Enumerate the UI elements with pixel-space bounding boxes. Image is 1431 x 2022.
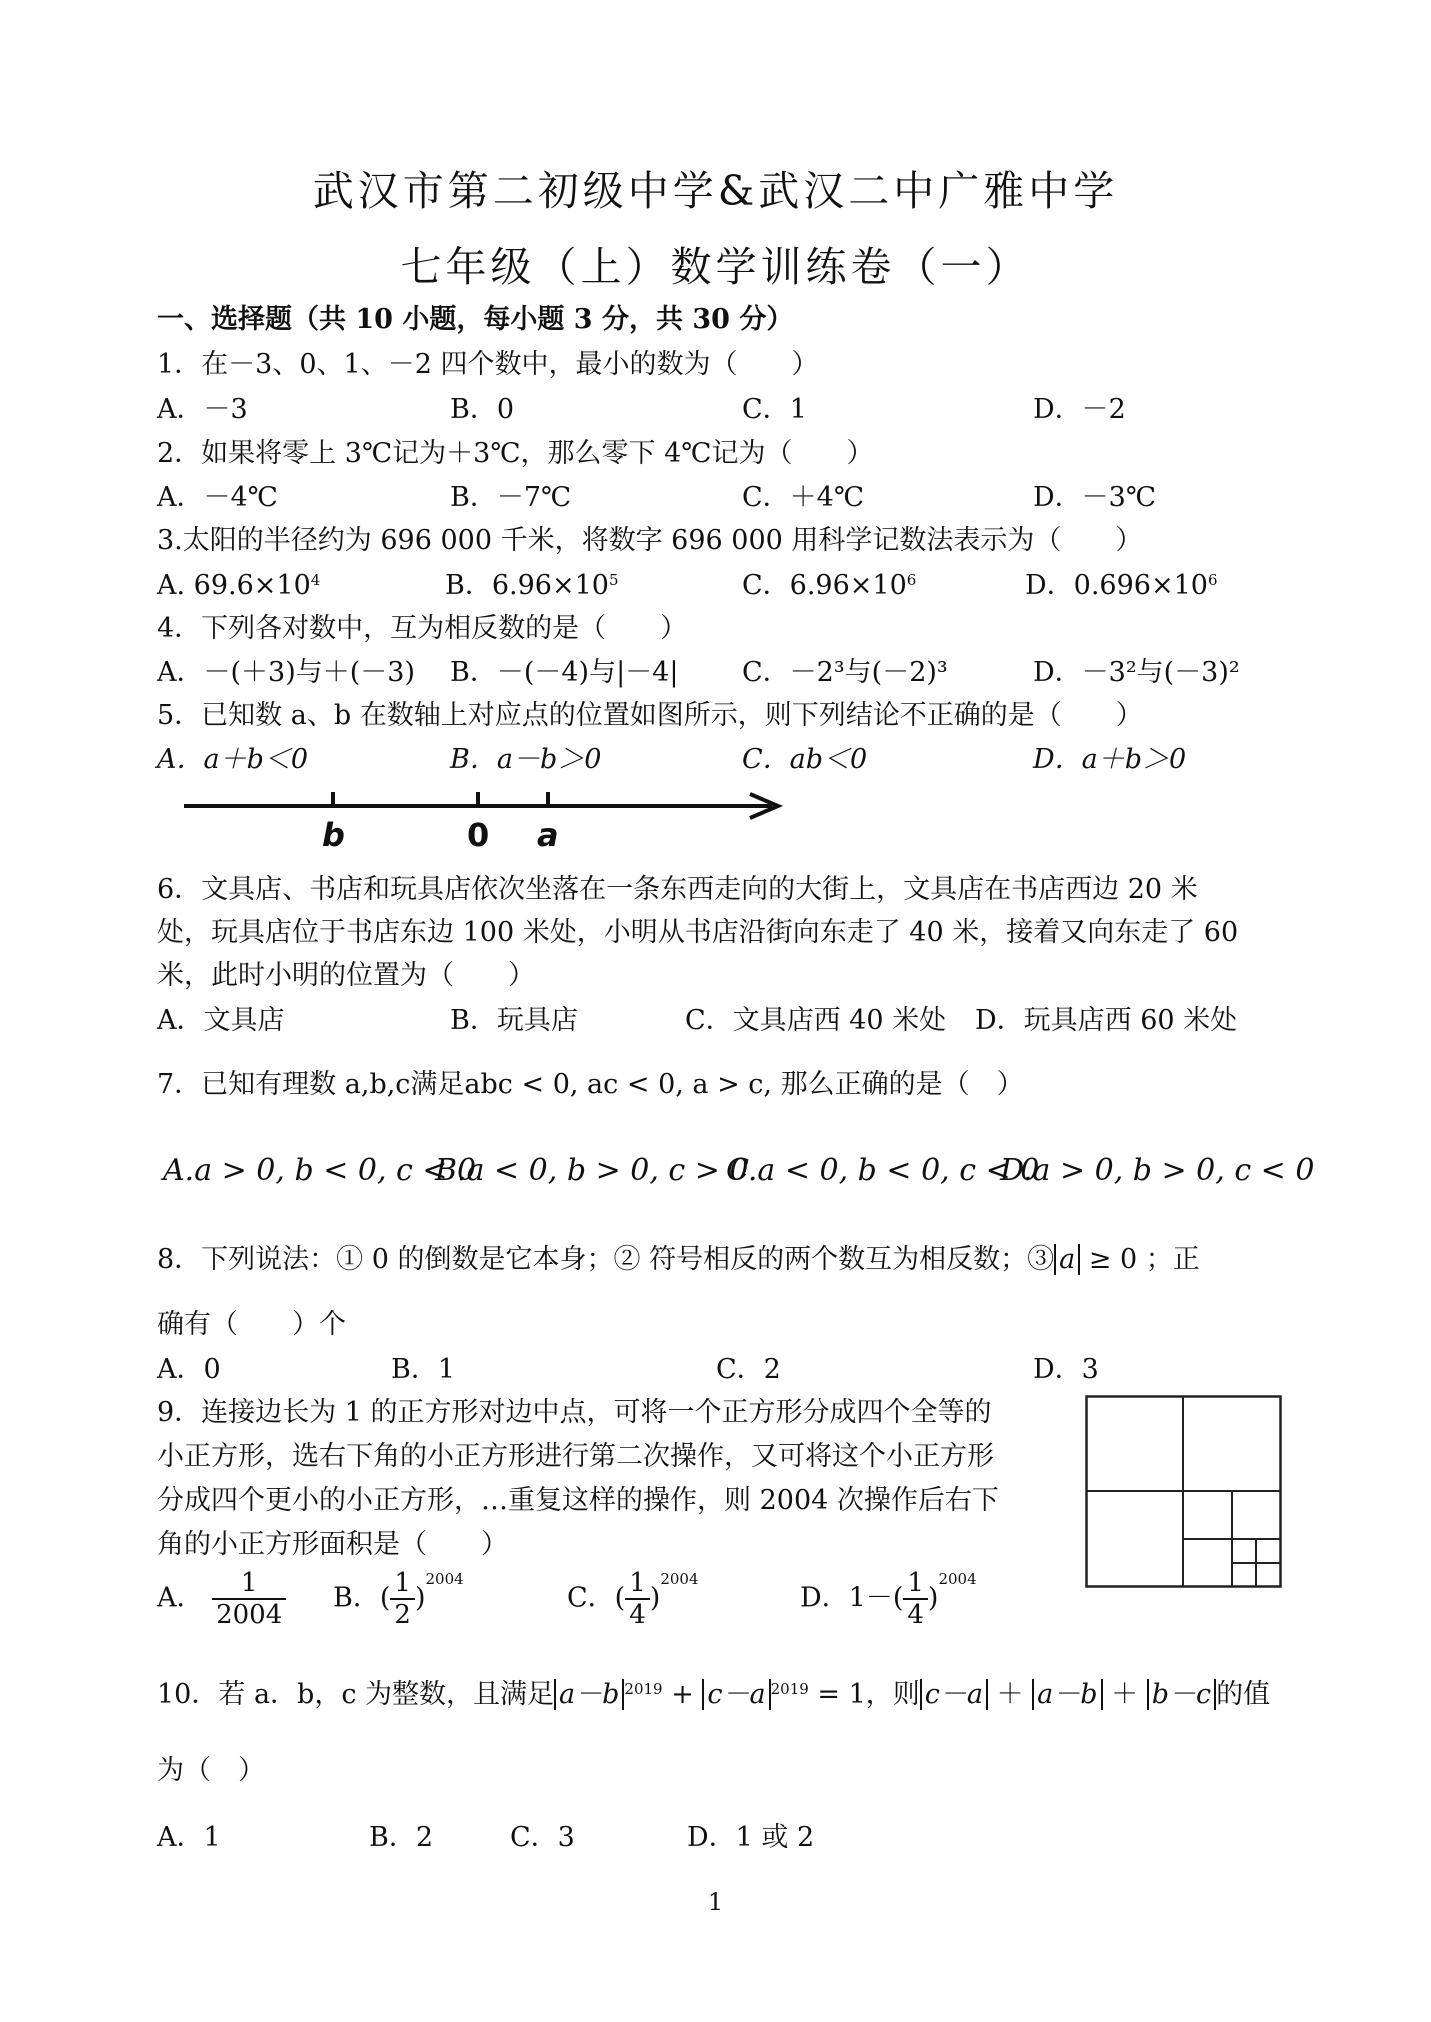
question-10-line-2: 为（ ）	[157, 1755, 265, 1786]
q4-option-d: D．－3²与(－3)²	[1033, 657, 1240, 688]
q6-option-d: D．玩具店西 60 米处	[975, 1005, 1238, 1036]
question-9-line-2: 小正方形，选右下角的小正方形进行第二次操作，又可将这个小正方形	[157, 1441, 994, 1472]
question-6-line-1: 6．文具店、书店和玩具店依次坐落在一条东西走向的大街上，文具店在书店西边 20 米	[157, 874, 1198, 905]
q10-option-a: A．1	[157, 1822, 221, 1853]
q3-option-c: C．$6.96\times 10^6$	[742, 570, 917, 601]
label-zero: 0	[467, 816, 490, 854]
q10-option-d: D．1 或 2	[687, 1822, 815, 1853]
question-9-line-1: 9．连接边长为 1 的正方形对边中点，可将一个正方形分成四个全等的	[157, 1397, 992, 1428]
question-3-stem: 3.太阳的半径约为 696 000 千米，将数字 696 000 用科学记数法表示为（ ）	[157, 525, 1143, 556]
fraction: $\frac{1}{2004}$	[212, 1568, 286, 1630]
question-8-line-1: 8．下列说法：① 0 的倒数是它本身；② 符号相反的两个数互为相反数；③ a ≥ 0 ；正	[157, 1244, 1200, 1275]
question-6-line-2: 处，玩具店位于书店东边 100 米处，小明从书店沿街向东走了 40 米，接着又向东走了 60	[157, 917, 1239, 948]
q9-option-c: C．( $\frac{1}{4}$ )$^{2004}$	[567, 1568, 699, 1630]
q9-option-b: B．( $\frac{1}{2}$ )$^{2004}$	[333, 1568, 464, 1630]
section-heading: 一、选择题（共 10 小题，每小题 3 分，共 30 分）	[157, 304, 794, 335]
q6-option-a: A．文具店	[157, 1005, 285, 1036]
question-9-line-3: 分成四个更小的小正方形，…重复这样的操作，则 2004 次操作后右下	[157, 1485, 999, 1516]
q7-option-d: D.a > 0, b > 0, c < 0	[1000, 1153, 1315, 1188]
question-2-stem: 2．如果将零上 3℃记为＋3℃，那么零下 4℃记为（ ）	[157, 438, 874, 469]
fraction: $\frac{1}{2}$	[390, 1568, 415, 1630]
nested-squares-figure	[1085, 1395, 1285, 1590]
label-b: b	[322, 816, 345, 854]
q5-option-d: D．a＋b＞0	[1033, 744, 1187, 775]
q7-option-a: A.a > 0, b < 0, c < 0	[163, 1153, 477, 1188]
q4-option-c: C．－2³与(－2)³	[742, 657, 948, 688]
q10-option-c: C．3	[510, 1822, 575, 1853]
q2-option-d: D．－3℃	[1033, 482, 1157, 513]
q8-option-a: A．0	[157, 1354, 221, 1385]
q8-option-b: B．1	[391, 1354, 456, 1385]
q5-option-a: A．a＋b＜0	[157, 744, 309, 775]
q5-option-b: B．a－b＞0	[450, 744, 602, 775]
q1-option-a: A．－3	[157, 394, 248, 425]
q6-option-b: B．玩具店	[450, 1005, 578, 1036]
question-5-stem: 5．已知数 a、b 在数轴上对应点的位置如图所示，则下列结论不正确的是（ ）	[157, 700, 1143, 731]
q9-option-d: D．1－( $\frac{1}{4}$ )$^{2004}$	[800, 1568, 977, 1630]
question-8-line-2: 确有（ ）个	[157, 1309, 346, 1340]
q8-option-d: D．3	[1033, 1354, 1099, 1385]
school-title: 武汉市第二初级中学&武汉二中广雅中学	[312, 167, 1119, 215]
q7-option-b: B.a < 0, b > 0, c > 0	[435, 1153, 749, 1188]
label-a: a	[537, 816, 559, 854]
q1-option-c: C．1	[742, 394, 807, 425]
q6-option-c: C．文具店西 40 米处	[685, 1005, 947, 1036]
q10-option-b: B．2	[369, 1822, 434, 1853]
page-number: 1	[707, 1888, 724, 1916]
q2-option-a: A．－4℃	[157, 482, 278, 513]
q2-option-c: C．＋4℃	[742, 482, 865, 513]
q4-option-a: A．－(＋3)与＋(－3)	[157, 657, 415, 688]
question-6-line-3: 米，此时小明的位置为（ ）	[157, 960, 535, 991]
q7-option-c: C.a < 0, b < 0, c < 0	[726, 1153, 1040, 1188]
exam-title: 七年级（上）数学训练卷（一）	[400, 243, 1031, 291]
q1-option-b: B．0	[450, 394, 515, 425]
number-line-figure	[180, 782, 800, 852]
question-9-line-4: 角的小正方形面积是（ ）	[157, 1529, 508, 1560]
q3-option-a: A. $69.6\times 10^4$	[157, 570, 321, 601]
fraction: $\frac{1}{4}$	[903, 1568, 928, 1630]
q9-option-a: A． $\frac{1}{2004}$	[157, 1568, 286, 1630]
question-1-stem: 1．在－3、0、1、－2 四个数中，最小的数为（ ）	[157, 349, 819, 380]
question-4-stem: 4．下列各对数中，互为相反数的是（ ）	[157, 613, 688, 644]
fraction: $\frac{1}{4}$	[625, 1568, 650, 1630]
q1-option-d: D．－2	[1033, 394, 1126, 425]
q2-option-b: B．－7℃	[450, 482, 572, 513]
question-7-stem: 7．已知有理数 a,b,c满足abc < 0, ac < 0, a > c, 那么正确的是（ ）	[157, 1069, 1024, 1100]
q8-option-c: C．2	[716, 1354, 781, 1385]
q4-option-b: B．－(－4)与|－4|	[450, 657, 679, 688]
q5-option-c: C．ab＜0	[742, 744, 868, 775]
question-10-line-1: 10．若 a．b，c 为整数，且满足 a－b $^{2019}$ + c－a $^{2019}$ = 1，则 c－a ＋ a－b ＋ b－c 的值	[157, 1679, 1271, 1710]
q3-option-b: B．$6.96\times 10^5$	[445, 570, 619, 601]
q3-option-d: D．$0.696\times 10^6$	[1025, 570, 1218, 601]
